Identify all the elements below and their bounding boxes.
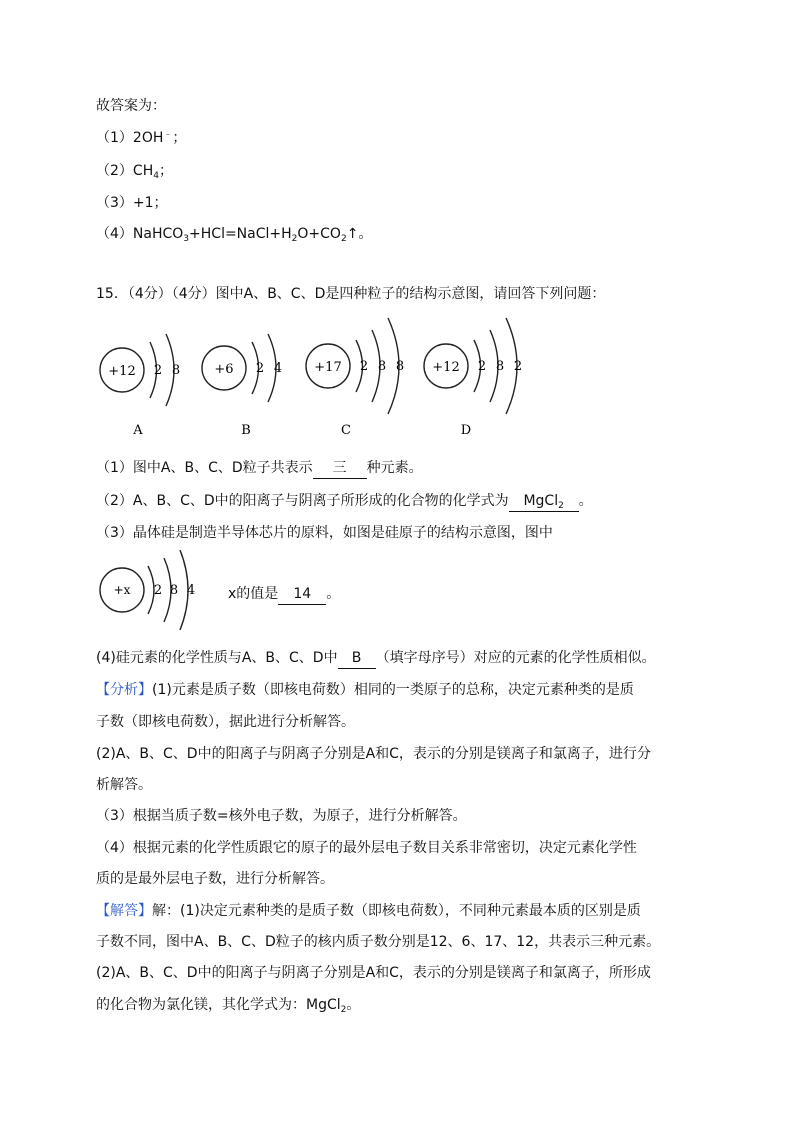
answer-2-num: （2） xyxy=(96,163,133,179)
q1-answer: 三 xyxy=(313,458,367,479)
silicon-shell-2: 8 xyxy=(169,583,179,598)
atom-a-shell-1: 2 xyxy=(153,363,163,378)
q4-post: （填字母序号）对应的元素的化学性质相似。 xyxy=(375,650,656,666)
atom-c-shell-2: 8 xyxy=(377,359,387,374)
answer-4-sub3: 2 xyxy=(340,234,347,244)
atom-b xyxy=(202,334,276,402)
atom-c-nucleus: +17 xyxy=(314,360,342,375)
solution-l4-post: 。 xyxy=(346,997,361,1013)
q3-pre: x的值是 xyxy=(228,586,279,602)
atom-b-label: B xyxy=(241,423,251,438)
answer-3 xyxy=(96,193,168,213)
solution-line-4 xyxy=(96,995,360,1015)
answer-4-num: （4） xyxy=(96,226,133,242)
answer-3-text: +1； xyxy=(132,195,168,211)
answer-4-b: +HCl=NaCl+H xyxy=(189,226,292,242)
answer-4 xyxy=(96,224,372,244)
atom-d-nucleus: +12 xyxy=(432,360,460,375)
answers-intro: 故答案为： xyxy=(96,98,166,114)
answer-2-a: CH xyxy=(132,163,154,179)
silicon-shell-3: 4 xyxy=(186,583,196,598)
answer-3-num: （3） xyxy=(96,195,133,211)
atom-c-label: C xyxy=(341,423,351,438)
solution-tag: 【解答】 xyxy=(96,903,152,919)
atom-b-nucleus: +6 xyxy=(214,362,234,377)
q2-answer-text: MgCl xyxy=(523,493,559,509)
answer-1-end: ； xyxy=(172,130,187,146)
analysis-line-2: 子数（即核电荷数），据此进行分析解答。 xyxy=(96,714,355,730)
solution-l1: 解：(1)决定元素种类的是质子数（即核电荷数），不同种元素最本质的区别是质 xyxy=(152,903,641,919)
solution-line-3: (2)A、B、C、D中的阳离子与阴离子分别是A和C，表示的分别是镁离子和氯离子，所形成 xyxy=(96,965,651,981)
q2-answer xyxy=(509,491,579,512)
analysis-line-5: （3）根据当质子数=核外电子数，为原子，进行分析解答。 xyxy=(96,808,467,824)
solution-line-1 xyxy=(96,901,641,921)
analysis-l1: (1)元素是质子数（即核电荷数）相同的一类原子的总称，决定元素种类的是质 xyxy=(152,682,634,698)
answer-2-sub: 4 xyxy=(153,171,159,181)
analysis-line-1 xyxy=(96,680,634,700)
q1-line xyxy=(96,458,423,479)
q4-line xyxy=(96,648,656,669)
silicon-diagram xyxy=(94,548,214,634)
answer-1 xyxy=(96,128,186,148)
answer-4-end: ↑。 xyxy=(346,226,373,242)
answer-1-num: （1） xyxy=(96,130,133,146)
atom-a-label: A xyxy=(133,423,143,438)
solution-l4-pre: 的化合物为氯化镁，其化学式为：MgCl xyxy=(96,997,341,1013)
silicon-shell-1: 2 xyxy=(153,583,163,598)
silicon-nucleus: +x xyxy=(113,583,131,597)
q2-answer-sub: 2 xyxy=(558,501,564,511)
answer-4-sub1: 3 xyxy=(183,234,190,244)
solution-l4-sub: 2 xyxy=(340,1005,347,1015)
atom-a-nucleus: +12 xyxy=(108,364,136,379)
q2-line xyxy=(96,491,593,512)
question-stem: 15．（4分）（4分）图中A、B、C、D是四种粒子的结构示意图，请回答下列问题： xyxy=(96,286,606,302)
q1-post: 种元素。 xyxy=(366,460,423,476)
solution-line-2: 子数不同，图中A、B、C、D粒子的核内质子数分别是12、6、17、12，共表示三种元素。 xyxy=(96,934,661,950)
analysis-tag: 【分析】 xyxy=(96,682,152,698)
answer-1-text: 2OH xyxy=(132,130,164,146)
atom-d-shell-1: 2 xyxy=(477,359,487,374)
atom-diagrams xyxy=(90,312,550,448)
q3-answer: 14 xyxy=(278,584,326,605)
answer-4-a: NaHCO xyxy=(132,226,184,242)
q2-post: 。 xyxy=(578,493,593,509)
analysis-line-3: (2)A、B、C、D中的阳离子与阴离子分别是A和C，表示的分别是镁离子和氯离子，进行分 xyxy=(96,746,651,762)
atom-b-shell-2: 4 xyxy=(273,361,283,376)
answer-2-end: ； xyxy=(158,163,173,179)
atom-b-shell-1: 2 xyxy=(255,361,265,376)
answer-4-sub2: 2 xyxy=(291,234,298,244)
q2-pre: （2）A、B、C、D中的阳离子与阴离子所形成的化合物的化学式为 xyxy=(96,493,509,509)
atom-a-shell-2: 8 xyxy=(171,363,181,378)
q3-post: 。 xyxy=(326,586,341,602)
atom-c-shell-1: 2 xyxy=(359,359,369,374)
q4-pre: (4)硅元素的化学性质与A、B、C、D中 xyxy=(96,650,338,666)
answer-4-c: O+CO xyxy=(297,226,341,242)
atom-d-label: D xyxy=(460,423,472,438)
atom-c-shell-3: 8 xyxy=(395,359,405,374)
q1-pre: （1）图中A、B、C、D粒子共表示 xyxy=(96,460,313,476)
atom-d-shell-2: 8 xyxy=(495,359,505,374)
analysis-line-4: 析解答。 xyxy=(96,777,152,793)
q3-answer-line xyxy=(228,584,340,605)
analysis-line-7: 质的是最外层电子数，进行分析解答。 xyxy=(96,871,334,887)
atom-d-shell-3: 2 xyxy=(513,359,523,374)
answer-2 xyxy=(96,161,173,181)
answer-1-sup: ﹣ xyxy=(163,130,173,140)
analysis-line-6: （4）根据元素的化学性质跟它的原子的最外层电子数目关系非常密切，决定元素化学性 xyxy=(96,840,637,856)
q3-line: （3）晶体硅是制造半导体芯片的原料，如图是硅原子的结构示意图，图中 xyxy=(96,525,553,541)
q4-answer: B xyxy=(338,648,376,669)
